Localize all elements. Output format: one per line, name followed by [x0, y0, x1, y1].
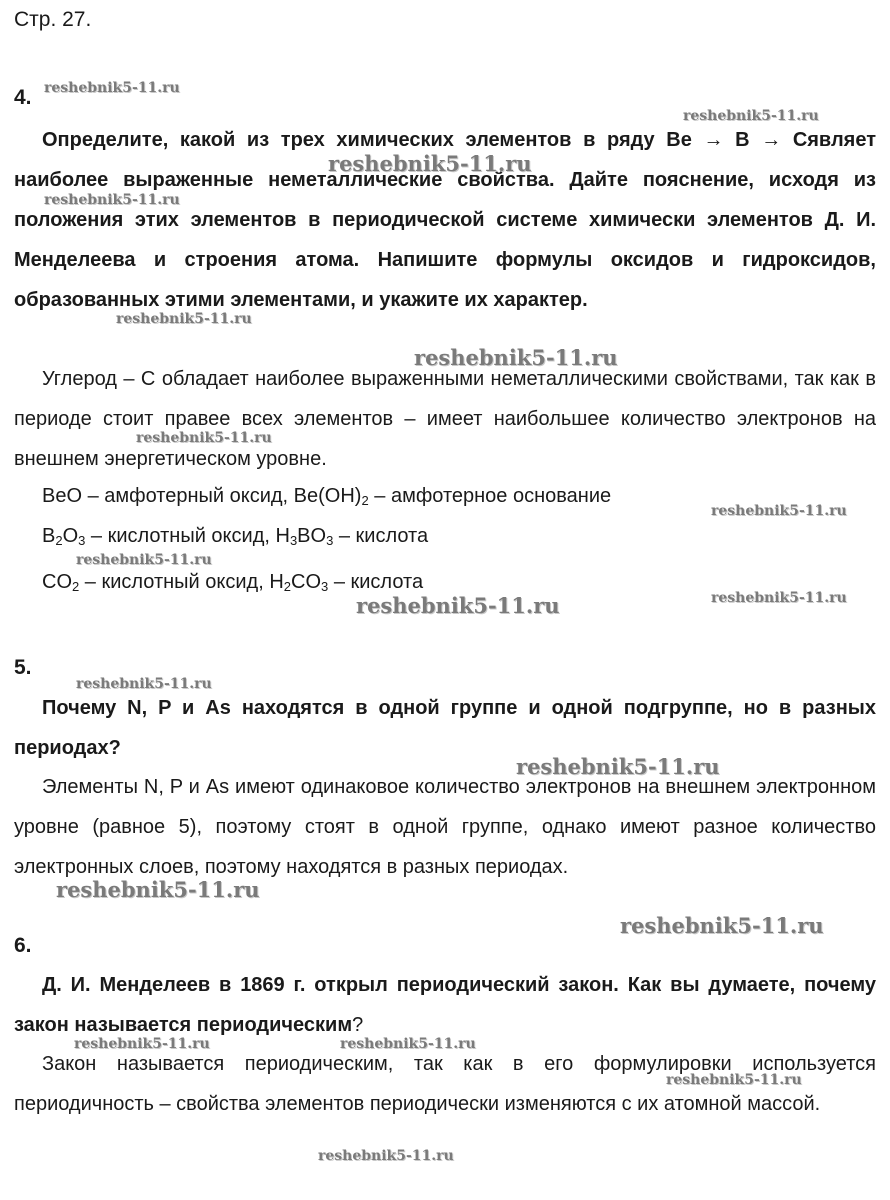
watermark: reshebnik5-11.ru [328, 151, 532, 176]
question-4-number: 4. [14, 86, 32, 109]
watermark: reshebnik5-11.ru [516, 754, 720, 779]
watermark: reshebnik5-11.ru [620, 913, 824, 938]
watermark: reshebnik5-11.ru [414, 345, 618, 370]
watermark: reshebnik5-11.ru [711, 503, 847, 519]
answer-4-text: Углерод – С обладает наиболее выраженными неметаллическими свойствами, так как в периоде стоит правее всех элементов – имеет наибольшее количество электронов на внешнем энергетическом уровне. [14, 368, 876, 470]
watermark: reshebnik5-11.ru [116, 311, 252, 327]
answer-6-text: Закон называется периодическим, так как в его формулировки используется периодичность – свойства элементов периодически изменяются с их атомной массой. [14, 1053, 876, 1115]
watermark: reshebnik5-11.ru [318, 1148, 454, 1164]
watermark: reshebnik5-11.ru [74, 1036, 210, 1052]
watermark: reshebnik5-11.ru [56, 877, 260, 902]
answer-5-text: Элементы N, P и As имеют одинаковое количество электронов на внешнем электронном уровне (равное 5), поэтому стоят в одной группе, однако имеют разное количество электронных слоев, поэтому находятся в разных периодах. [14, 776, 876, 878]
watermark: reshebnik5-11.ru [136, 430, 272, 446]
watermark: reshebnik5-11.ru [44, 80, 180, 96]
watermark: reshebnik5-11.ru [683, 108, 819, 124]
question-6-number: 6. [14, 934, 32, 957]
watermark: reshebnik5-11.ru [76, 552, 212, 568]
formula-line-1: BeO – амфотерный оксид, $Be(OH)_2$ – амфотерное основание [42, 485, 612, 508]
question-5-number: 5. [14, 656, 32, 679]
watermark: reshebnik5-11.ru [44, 192, 180, 208]
watermark: reshebnik5-11.ru [356, 593, 560, 618]
formula-line-2: $B_2O_3$ – кислотный оксид, $H_3BO_3$ – кислота [42, 525, 429, 548]
watermark: reshebnik5-11.ru [711, 590, 847, 606]
page-header: Стр. 27. [14, 8, 92, 31]
watermark: reshebnik5-11.ru [76, 676, 212, 692]
question-6-text: Д. И. Менделеев в 1869 г. открыл периодический закон. Как вы думаете, почему закон называется периодическим? [14, 974, 876, 1036]
question-4-text: Определите, какой из трех химических элементов в ряду Be → B → Cявляет наиболее выраженные неметаллические свойства. Дайте пояснение, исходя из положения этих элементов в периодической системе химически элементов Д. И. Менделеева и строения атома. Напишите формулы оксидов и гидроксидов, образованных этими элементами, и укажите их характер. [14, 129, 876, 311]
question-5-text: Почему N, P и As находятся в одной группе и одной подгруппе, но в разных периодах? [14, 697, 876, 759]
formula-line-3: $CO_2$ – кислотный оксид, $H_2CO_3$ – кислота [42, 571, 424, 594]
watermark: reshebnik5-11.ru [666, 1072, 802, 1088]
watermark: reshebnik5-11.ru [340, 1036, 476, 1052]
